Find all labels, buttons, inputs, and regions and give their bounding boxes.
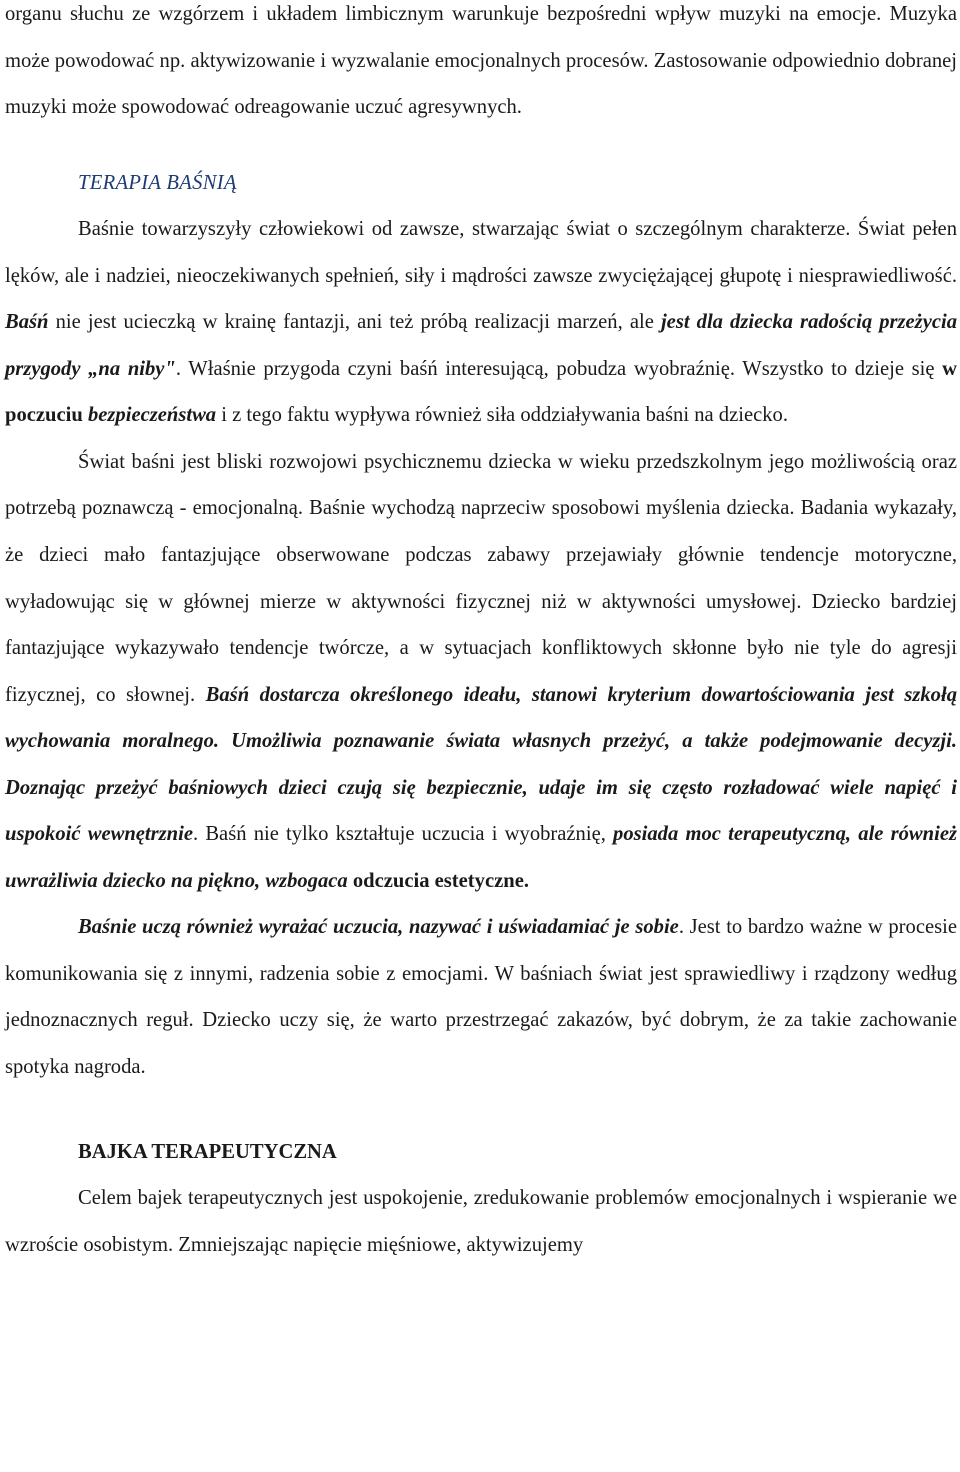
- text: . Jest to bardzo ważne w procesie komunikowania się z innymi, radzenia sobie z emocjami. W baśniach świat jest sprawiedliwy i rządzony według jednoznacznych reguł. Dziecko uczy się, że warto przestrzegać zakazów, być dobrym, że za takie zachowanie spotyka nagroda.: [5, 916, 957, 1079]
- text: Świat baśni jest bliski rozwojowi psychicznemu dziecka w wieku przedszkolnym jego możliwością oraz potrzebą poznawczą - emocjonalną. Baśnie wychodzą naprzeciw sposobowi myślenia dziecka. Badania wykazały, że dzieci mało fantazjujące obserwowane podczas zabawy przejawiały głównie tendencje motoryczne, wyładowując się w głównej mierze w aktywności fizycznej niż w aktywności umysłowej. Dziecko bardziej fantazjujące wykazywało tendencje twórcze, a w sytuacjach konfliktowych skłonne było nie tyle do agresji fizycznej, co słownej.: [5, 450, 957, 706]
- paragraph-therapeutic-tale: [5, 1175, 957, 1268]
- emphasis: jest dla dziecka radością przeżycia przygody „na niby": [5, 311, 957, 380]
- document-page: [5, 0, 957, 1268]
- emphasis: Baśń: [5, 311, 49, 334]
- heading-therapeutic-tale: [5, 1129, 957, 1176]
- emphasis: Baśń dostarcza określonego ideału, stanowi kryterium dowartościowania jest szkołą wychowania moralnego. Umożliwia poznawanie świata własnych przeżyć, a także podejmowanie decyzji. Doznając przeżyć baśniowych dzieci czują się bezpiecznie, udaje im się często rozładować wiele napięć i uspokoić wewnętrznie: [5, 683, 957, 846]
- emphasis: odczucia estetyczne.: [352, 869, 529, 892]
- paragraph-music: [5, 0, 957, 131]
- paragraph-emotions: [5, 904, 957, 1090]
- paragraph-fairy-world: [5, 439, 957, 904]
- text: Celem bajek terapeutycznych jest uspokojenie, zredukowanie problemów emocjonalnych i wspieranie we wzroście osobistym. Zmniejszając napięcie mięśniowe, aktywizujemy: [5, 1187, 957, 1256]
- text: i z tego faktu wypływa również siła oddziaływania baśni na dziecko.: [216, 404, 788, 427]
- paragraph-fairy-tales: [5, 206, 957, 439]
- emphasis: posiada moc terapeutyczną, ale również uwrażliwia dziecko na piękno, wzbogaca: [5, 823, 957, 892]
- heading-text: BAJKA TERAPEUTYCZNA: [78, 1140, 337, 1163]
- text: nie jest ucieczką w krainę fantazji, ani też próbą realizacji marzeń, ale: [48, 311, 661, 334]
- text: . Właśnie przygoda czyni baśń interesującą, pobudza wyobraźnię. Wszystko to dzieje się: [175, 357, 943, 380]
- heading-fairy-tale-therapy: [5, 160, 957, 207]
- emphasis: Baśnie uczą również wyrażać uczucia, nazywać i uświadamiać je sobie: [78, 916, 679, 939]
- text: . Baśń nie tylko kształtuje uczucia i wyobraźnię,: [192, 823, 614, 846]
- heading-text: TERAPIA BAŚNIĄ: [78, 171, 237, 194]
- emphasis: w poczuciu: [5, 357, 957, 427]
- text: Baśnie towarzyszyły człowiekowi od zawsze, stwarzając świat o szczególnym charakterze. Świat pełen lęków, ale i nadziei, nieoczekiwanych spełnień, siły i mądrości zawsze zwyciężającej głupotę i niesprawiedliwość.: [5, 218, 957, 287]
- emphasis: bezpieczeństwa: [87, 404, 217, 427]
- text: organu słuchu ze wzgórzem i układem limbicznym warunkuje bezpośredni wpływ muzyki na emocje. Muzyka może powodować np. aktywizowanie i wyzwalanie emocjonalnych procesów. Zastosowanie odpowiednio dobranej muzyki może spowodować odreagowanie uczuć agresywnych.: [5, 3, 957, 119]
